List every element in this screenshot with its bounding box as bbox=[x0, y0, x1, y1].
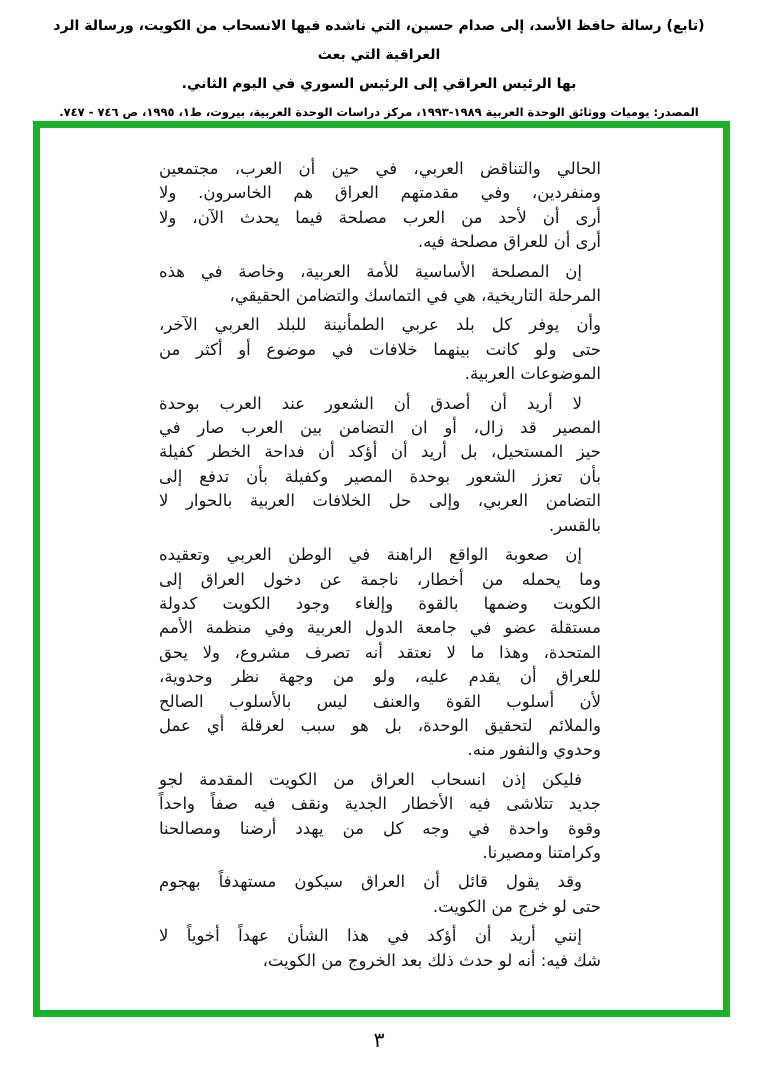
text-line: الموضوعات العربية. bbox=[464, 364, 601, 384]
text-line: بالقسر. bbox=[548, 515, 601, 535]
text-line: التضامن العربي، وإلى حل الخلافات العربية بالحوار لا bbox=[159, 491, 601, 511]
paragraph bbox=[159, 924, 601, 973]
paragraph bbox=[159, 157, 601, 255]
text-line: حتى لو خرج من الكويت. bbox=[432, 896, 601, 916]
text-line: وحدوي والنفور منه. bbox=[467, 740, 601, 760]
paragraph bbox=[159, 543, 601, 763]
text-line: وقوة واحدة في وجه كل من يهدد أرضنا ومصالحنا bbox=[159, 818, 601, 838]
text-line: ومنفردين، وفي مقدمتهم العراق هم الخاسرون. ولا bbox=[159, 183, 601, 203]
text-line: لأن أسلوب القوة والعنف ليس بالأسلوب الصالح bbox=[159, 691, 601, 711]
text-line: وقد يقول قائل أن العراق سيكون مستهدفاً بهجوم bbox=[159, 872, 582, 892]
page-number: ٣ bbox=[373, 1028, 385, 1052]
text-line: والملائم لتحقيق الوحدة، بل هو سبب لعرقلة أي عمل bbox=[159, 715, 601, 735]
text-line: المرحلة التاريخية، هي في التماسك والتضامن الحقيقي، bbox=[229, 286, 601, 306]
text-line: لا أريد أن أصدق أن الشعور عند العرب بوحدة bbox=[159, 393, 582, 413]
text-line: شك فيه: أنه لو حدث ذلك بعد الخروج من الكويت، bbox=[262, 950, 601, 970]
paragraph bbox=[159, 870, 601, 919]
text-line: بأن تعزز الشعور بوحدة المصير وكفيلة بأن تدفع إلى bbox=[159, 466, 601, 486]
text-line: حتى ولو كانت بينهما خلافات في موضوع أو أكثر من bbox=[159, 339, 601, 359]
text-line: للعراق أن يقدم عليه، ولو من وجهة نظر وحدوية، bbox=[159, 667, 601, 687]
paragraph bbox=[159, 313, 601, 386]
text-line: وأن يوفر كل بلد عربي الطمأنينة للبلد العربي الآخر، bbox=[159, 315, 601, 335]
text-line: وكرامتنا ومصيرنا. bbox=[482, 842, 601, 862]
text-line: إنني أريد أن أؤكد في هذا الشأن عهداً أخوياً لا bbox=[159, 926, 582, 946]
text-line: أرى أن لأحد من العرب مصلحة فيما يحدث الآن، ولا bbox=[159, 207, 601, 227]
header-source-citation: المصدر: يوميات ووثائق الوحدة العربية ١٩٨٩-١٩٩٣، مركز دراسات الوحدة العربية، بيروت، ط١، ١٩٩٥، ص ٧٤٦ - ٧٤٧. bbox=[59, 105, 699, 119]
text-line: المصير قد زال، أو ان التضامن بين العرب صار في bbox=[159, 418, 601, 438]
text-line: إن المصلحة الأساسية للأمة العربية، وخاصة في هذه bbox=[159, 261, 582, 281]
text-line: حيز المستحيل، بل أريد أن أؤكد أن فداحة الخطر كفيلة bbox=[159, 442, 601, 462]
paragraph bbox=[159, 392, 601, 538]
text-line: المتحدة، وهذا ما لا نعتقد أنه تصرف مشروع، ولا يحق bbox=[159, 642, 601, 662]
text-line: إن صعوبة الواقع الراهنة في الوطن العربي وتعقيده bbox=[159, 545, 582, 565]
text-line: جديد تتلاشى فيه الأخطار الجدية ونقف فيه صفاً واحداً bbox=[159, 794, 601, 814]
text-line: فليكن إذن انسحاب العراق من الكويت المقدمة لجو bbox=[159, 769, 582, 789]
text-line: الحالي والتناقض العربي، في حين أن العرب، مجتمعين bbox=[159, 159, 601, 178]
document-header bbox=[40, 12, 718, 126]
text-line: مستقلة عضو في جامعة الدول العربية وفي منظمة الأمم bbox=[159, 618, 601, 638]
paragraph bbox=[159, 260, 601, 309]
header-title-line-2: بها الرئيس العراقي إلى الرئيس السوري في اليوم الثاني. bbox=[181, 76, 577, 92]
paragraph bbox=[159, 768, 601, 866]
text-line: وما يحمله من أخطار، ناجمة عن دخول العراق إلى bbox=[159, 569, 601, 589]
header-title-line-1: (تابع) رسالة حافظ الأسد، إلى صدام حسين، التي ناشده فيها الانسحاب من الكويت، ورسالة الرد العراقية التي بعث bbox=[53, 18, 705, 63]
text-line: الكويت وضمها بالقوة وإلغاء وجود الكويت كدولة bbox=[159, 593, 601, 613]
text-line: أرى أن للعراق مصلحة فيه. bbox=[417, 232, 601, 252]
body-text-column bbox=[159, 157, 601, 978]
